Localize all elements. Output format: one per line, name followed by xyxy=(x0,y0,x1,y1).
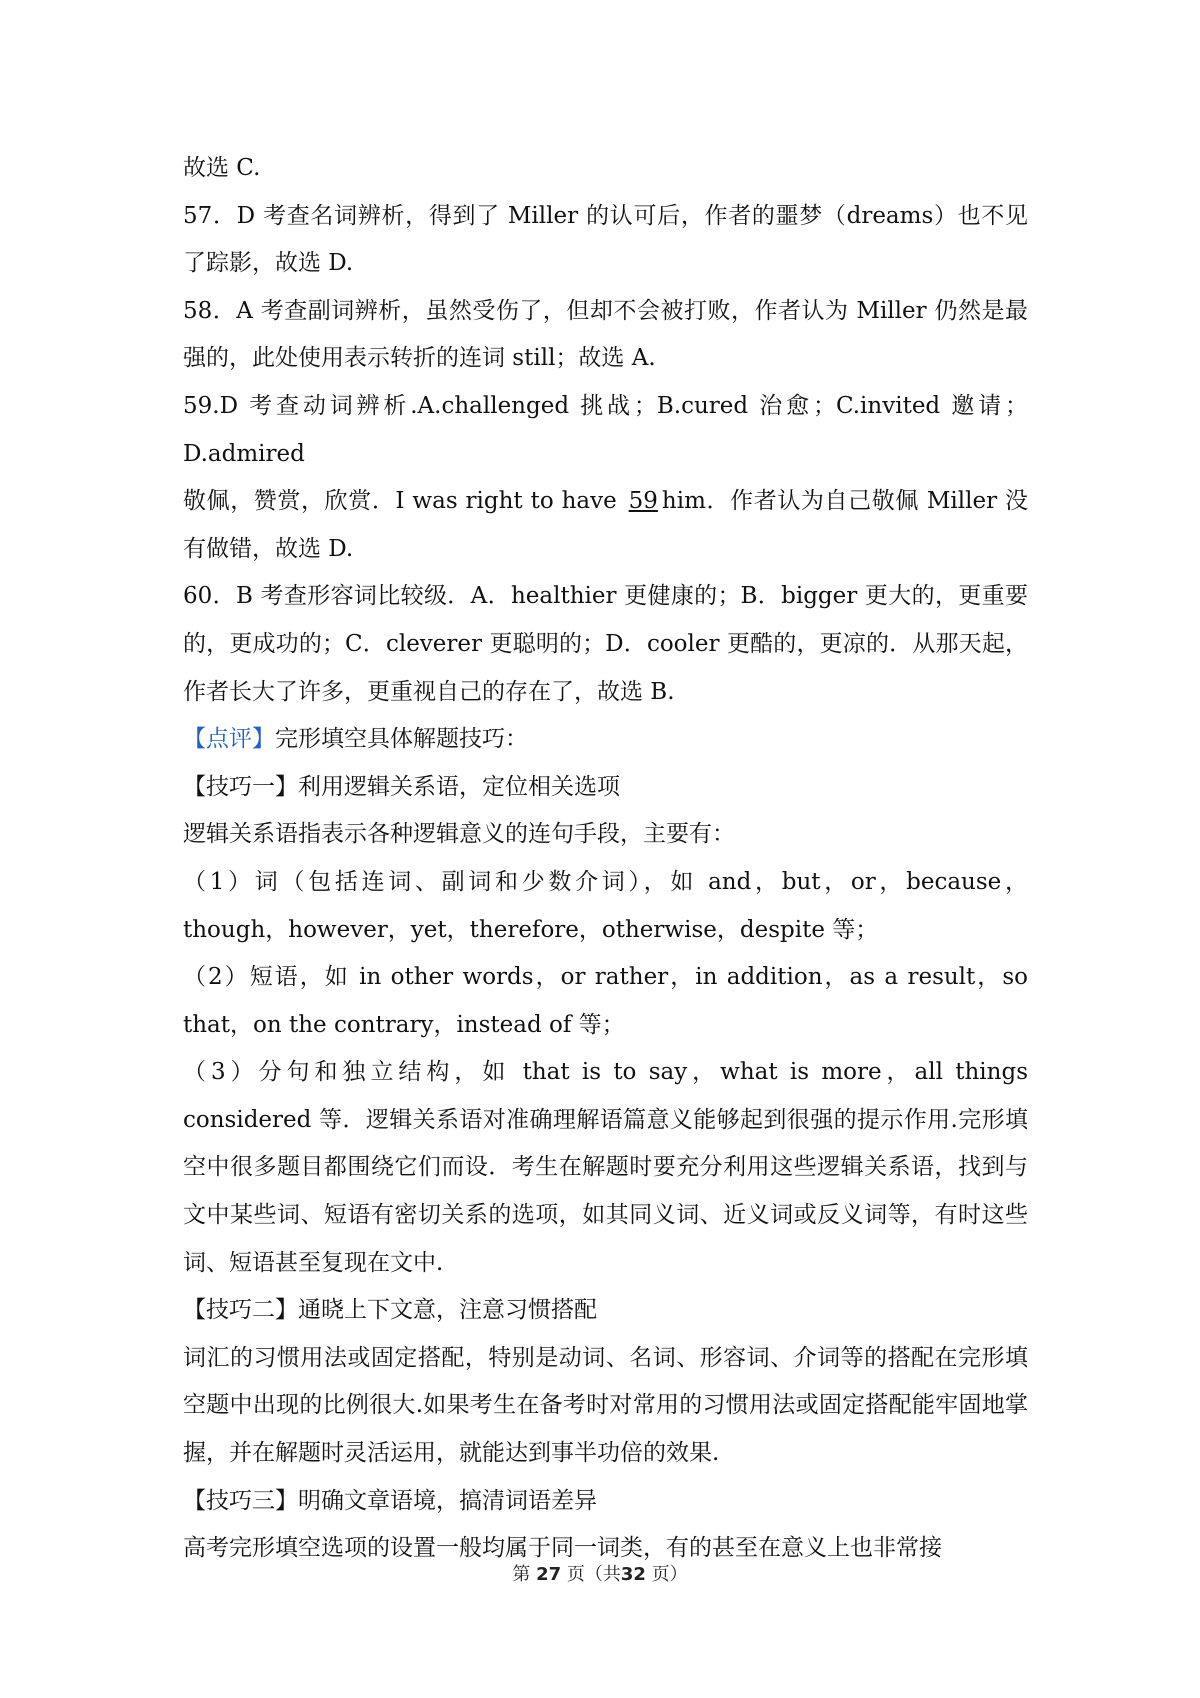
footer-middle: 页（共 xyxy=(566,1564,621,1585)
answer-57: 57．D 考查名词辨析，得到了 Miller 的认可后，作者的噩梦（dreams）也不见了踪影，故选 D. xyxy=(183,202,1028,277)
tip-1-paragraph: 逻辑关系语指表示各种逻辑意义的连句手段，主要有： xyxy=(183,821,735,848)
comment-text: 完形填空具体解题技巧： xyxy=(275,726,528,753)
page-content xyxy=(183,145,1028,1573)
tip-2-heading: 【技巧二】通晓上下文意，注意习惯搭配 xyxy=(183,1297,597,1324)
tip-3-paragraph: 高考完形填空选项的设置一般均属于同一词类，有的甚至在意义上也非常接 xyxy=(183,1535,942,1562)
answer-60: 60．B 考查形容词比较级．A．healthier 更健康的；B．bigger 更大的，更重要的，更成功的；C．cleverer 更聪明的；D．cooler 更酷的，更凉的．从那天起，作者长大了许多，更重视自己的存在了，故选 B. xyxy=(183,583,1028,705)
answer-59-text-after: him．作者认为自己敬佩 Miller 没有做错，故选 D. xyxy=(183,488,1028,562)
answer-59-text-before: 敬佩，赞赏，欣赏．I was right to have xyxy=(183,488,625,515)
tip-2-paragraph: 词汇的习惯用法或固定搭配，特别是动词、名词、形容词、介词等的搭配在完形填空题中出现的比例很大.如果考生在备考时对常用的习惯用法或固定搭配能牢固地掌握，并在解题时灵活运用，就能达到事半功倍的效果. xyxy=(183,1344,1028,1467)
tip-1-paragraph: （1）词（包括连词、副词和少数介词），如 and，but，or，because，though，however，yet，therefore，otherwise，despite 等； xyxy=(183,868,1028,943)
answer-58: 58．A 考查副词辨析，虽然受伤了，但却不会被打败，作者认为 Miller 仍然是最强的，此处使用表示转折的连词 still；故选 A. xyxy=(183,297,1028,372)
tip-1-paragraph: （3）分句和独立结构，如 that is to say，what is more，all things considered 等．逻辑关系语对准确理解语篇意义能够起到很强的提示作用.完形填空中很多题目都围绕它们而设．考生在解题时要充分利用这些逻辑关系语，找到与文中某些词、短语有密切关系的选项，如其同义词、近义词或反义词等，有时这些词、短语甚至复现在文中. xyxy=(183,1059,1028,1276)
comment-tag: 【点评】 xyxy=(183,726,275,753)
answer-59-blank: 59 xyxy=(628,488,658,515)
footer-suffix: 页） xyxy=(651,1564,688,1585)
answer-56-conclusion: 故选 C. xyxy=(183,155,261,181)
page-footer xyxy=(0,1560,1200,1586)
footer-total-pages: 32 xyxy=(620,1564,646,1585)
answer-59-continued xyxy=(183,478,1028,573)
tip-1-heading: 【技巧一】利用逻辑关系语，定位相关选项 xyxy=(183,773,620,800)
tip-3-heading: 【技巧三】明确文章语境，搞清词语差异 xyxy=(183,1487,597,1514)
comment-line xyxy=(183,716,1028,764)
tip-1-paragraph: （2）短语，如 in other words，or rather，in addition，as a result，so that，on the contrary，instead of 等； xyxy=(183,964,1028,1038)
footer-prefix: 第 xyxy=(512,1564,531,1585)
footer-page-number: 27 xyxy=(536,1564,562,1585)
answer-59: 59.D 考查动词辨析.A.challenged 挑战；B.cured 治愈；C.invited 邀请；D.admired xyxy=(183,392,1028,467)
